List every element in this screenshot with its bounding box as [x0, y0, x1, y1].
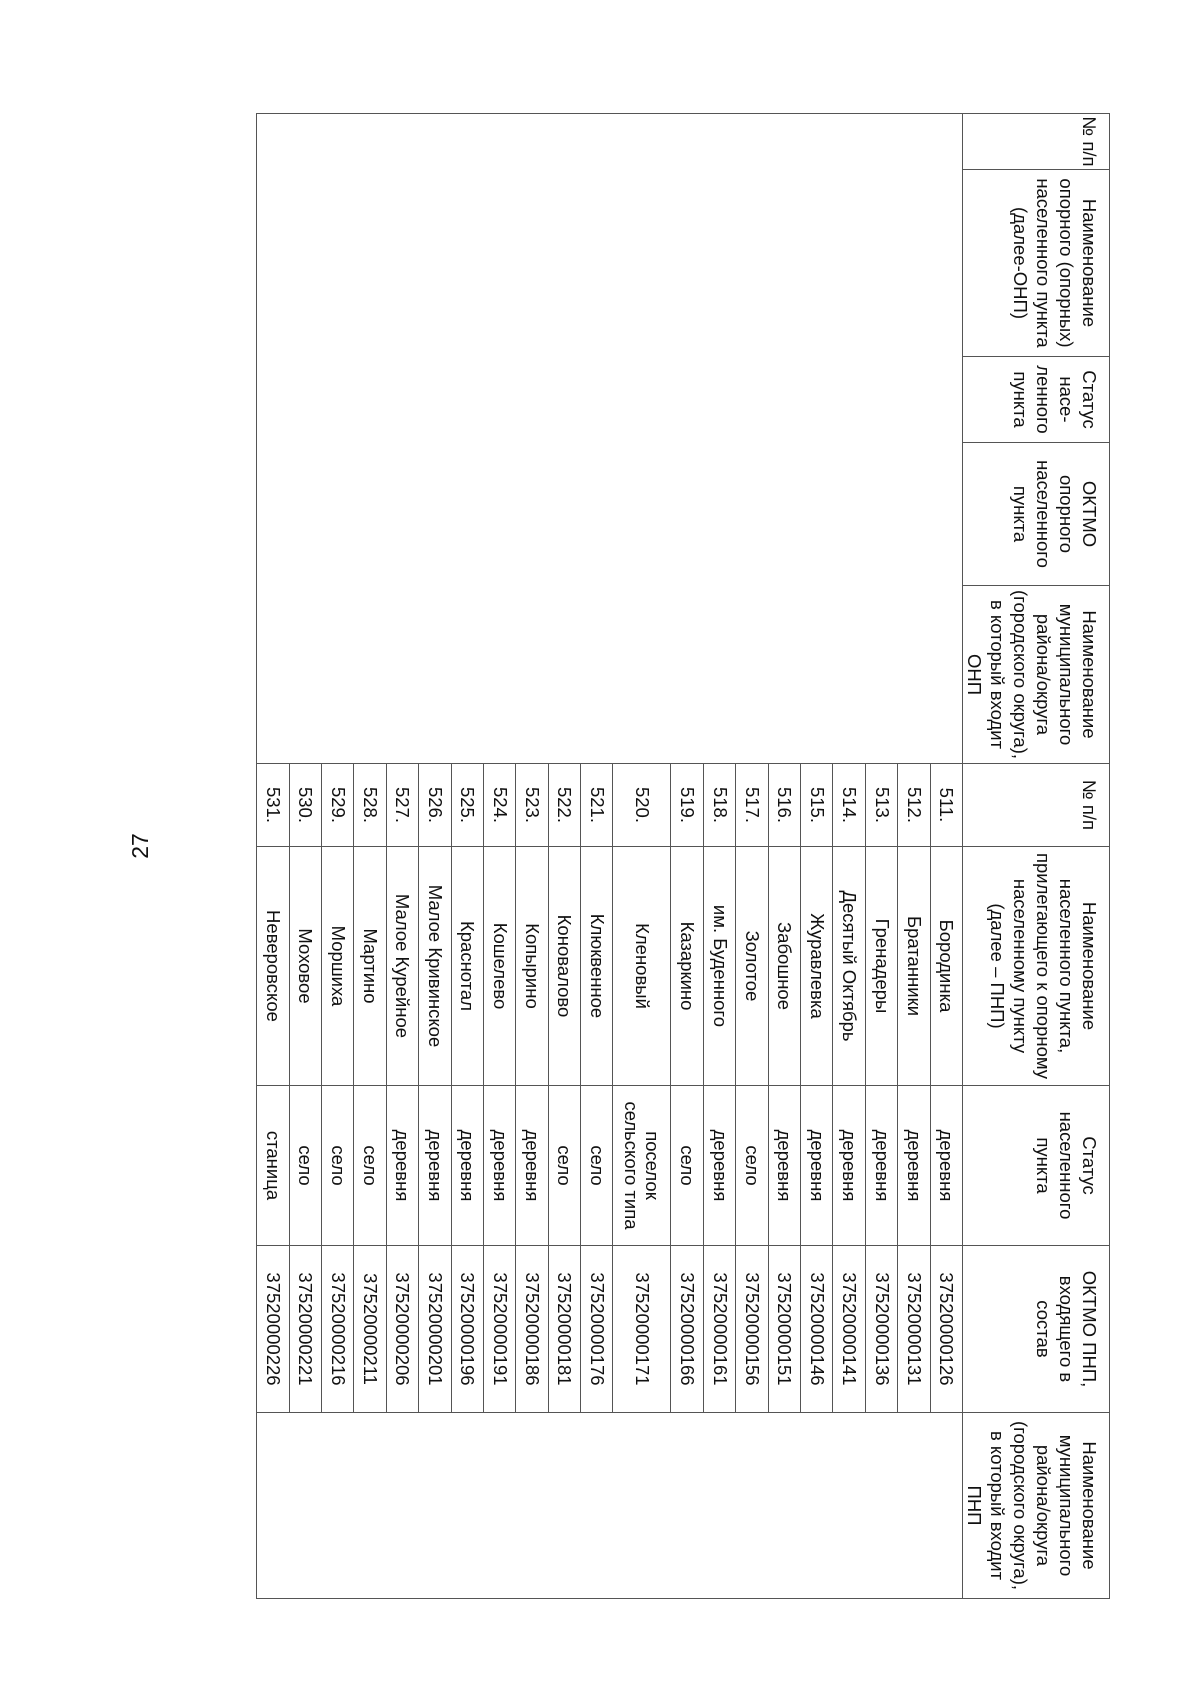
row-status: поселок сельского типа	[613, 1086, 671, 1246]
row-name: Золотое	[736, 847, 768, 1086]
row-oktmo: 37520000201	[419, 1246, 451, 1413]
header-status-pnp: Статус населенного пункта	[963, 1086, 1110, 1246]
row-status: село	[321, 1086, 353, 1246]
onp-merged-empty-cell	[257, 114, 963, 764]
page-number: 27	[127, 833, 153, 859]
row-num: 517.	[736, 764, 768, 847]
row-name: Мартино	[354, 847, 386, 1086]
row-status: деревня	[930, 1086, 962, 1246]
row-oktmo: 37520000196	[451, 1246, 483, 1413]
row-status: село	[736, 1086, 768, 1246]
row-name: Кошелево	[483, 847, 515, 1086]
row-num: 522.	[548, 764, 580, 847]
row-name: Забошное	[768, 847, 800, 1086]
row-num: 524.	[483, 764, 515, 847]
header-oktmo-pnp: ОКТМО ПНП, входящего в состав	[963, 1246, 1110, 1413]
row-name: Бородинка	[930, 847, 962, 1086]
row-name: Неверовское	[257, 847, 289, 1086]
row-status: деревня	[898, 1086, 930, 1246]
header-oktmo-onp: ОКТМО опорного населенного пункта	[963, 443, 1110, 586]
row-status: деревня	[516, 1086, 548, 1246]
row-oktmo: 37520000166	[671, 1246, 703, 1413]
row-oktmo: 37520000146	[801, 1246, 833, 1413]
row-name: им. Буденного	[703, 847, 735, 1086]
row-oktmo: 37520000141	[833, 1246, 865, 1413]
row-num: 528.	[354, 764, 386, 847]
row-status: деревня	[865, 1086, 897, 1246]
row-name: Кленовый	[613, 847, 671, 1086]
row-num: 527.	[386, 764, 418, 847]
row-name: Моршиха	[321, 847, 353, 1086]
row-num: 531.	[257, 764, 289, 847]
row-oktmo: 37520000211	[354, 1246, 386, 1413]
row-status: деревня	[451, 1086, 483, 1246]
row-oktmo: 37520000136	[865, 1246, 897, 1413]
row-name: Братанники	[898, 847, 930, 1086]
row-name: Малое Курейное	[386, 847, 418, 1086]
table-body	[257, 114, 963, 1599]
row-num: 516.	[768, 764, 800, 847]
row-oktmo: 37520000181	[548, 1246, 580, 1413]
row-name: Коновалово	[548, 847, 580, 1086]
row-name: Гренадеры	[865, 847, 897, 1086]
row-num: 512.	[898, 764, 930, 847]
header-municipality-onp: Наименование муниципального района/округа (городского округа), в который входит ОНП	[963, 586, 1110, 764]
row-status: деревня	[801, 1086, 833, 1246]
row-name: Краснотал	[451, 847, 483, 1086]
row-num: 511.	[930, 764, 962, 847]
header-municipality-pnp: Наименование муниципального района/округа (городского округа), в который входит ПНП	[963, 1413, 1110, 1599]
row-status: село	[289, 1086, 321, 1246]
row-status: деревня	[768, 1086, 800, 1246]
row-name: Моховое	[289, 847, 321, 1086]
row-status: деревня	[386, 1086, 418, 1246]
row-name: Клюквенное	[581, 847, 613, 1086]
row-oktmo: 37520000171	[613, 1246, 671, 1413]
row-num: 515.	[801, 764, 833, 847]
row-num: 514.	[833, 764, 865, 847]
row-num: 530.	[289, 764, 321, 847]
row-oktmo: 37520000221	[289, 1246, 321, 1413]
row-num: 529.	[321, 764, 353, 847]
row-status: деревня	[703, 1086, 735, 1246]
row-name: Малое Кривинское	[419, 847, 451, 1086]
header-name-onp: Наименование опорного (опорных) населенного пункта (далее-ОНП)	[963, 170, 1110, 357]
header-num-onp: № п/п	[963, 114, 1110, 170]
row-num: 523.	[516, 764, 548, 847]
table-row	[930, 114, 962, 1599]
row-num: 520.	[613, 764, 671, 847]
row-num: 518.	[703, 764, 735, 847]
settlements-table	[256, 113, 1110, 1599]
row-status: село	[354, 1086, 386, 1246]
row-status: деревня	[833, 1086, 865, 1246]
row-oktmo: 37520000226	[257, 1246, 289, 1413]
row-num: 513.	[865, 764, 897, 847]
row-oktmo: 37520000151	[768, 1246, 800, 1413]
row-num: 525.	[451, 764, 483, 847]
row-status: деревня	[483, 1086, 515, 1246]
row-num: 519.	[671, 764, 703, 847]
row-name: Журавлевка	[801, 847, 833, 1086]
rotated-table-wrapper	[207, 113, 1110, 1598]
row-oktmo: 37520000176	[581, 1246, 613, 1413]
pnp-municipality-merged-cell	[257, 1413, 963, 1599]
row-oktmo: 37520000206	[386, 1246, 418, 1413]
row-oktmo: 37520000186	[516, 1246, 548, 1413]
row-oktmo: 37520000191	[483, 1246, 515, 1413]
row-status: станица	[257, 1086, 289, 1246]
row-oktmo: 37520000131	[898, 1246, 930, 1413]
row-oktmo: 37520000126	[930, 1246, 962, 1413]
row-oktmo: 37520000156	[736, 1246, 768, 1413]
row-name: Копырино	[516, 847, 548, 1086]
row-status: деревня	[419, 1086, 451, 1246]
row-num: 521.	[581, 764, 613, 847]
row-name: Казаркино	[671, 847, 703, 1086]
header-status-onp: Статус насе-ленного пункта	[963, 357, 1110, 443]
row-status: село	[671, 1086, 703, 1246]
header-name-pnp: Наименование населенного пункта, прилегающего к опорному населенному пункту (далее – ПНП)	[963, 847, 1110, 1086]
row-name: Десятый Октябрь	[833, 847, 865, 1086]
header-num-pnp: № п/п	[963, 764, 1110, 847]
row-oktmo: 37520000216	[321, 1246, 353, 1413]
table-header-row	[963, 114, 1110, 1599]
row-status: село	[581, 1086, 613, 1246]
row-num: 526.	[419, 764, 451, 847]
row-oktmo: 37520000161	[703, 1246, 735, 1413]
row-status: село	[548, 1086, 580, 1246]
